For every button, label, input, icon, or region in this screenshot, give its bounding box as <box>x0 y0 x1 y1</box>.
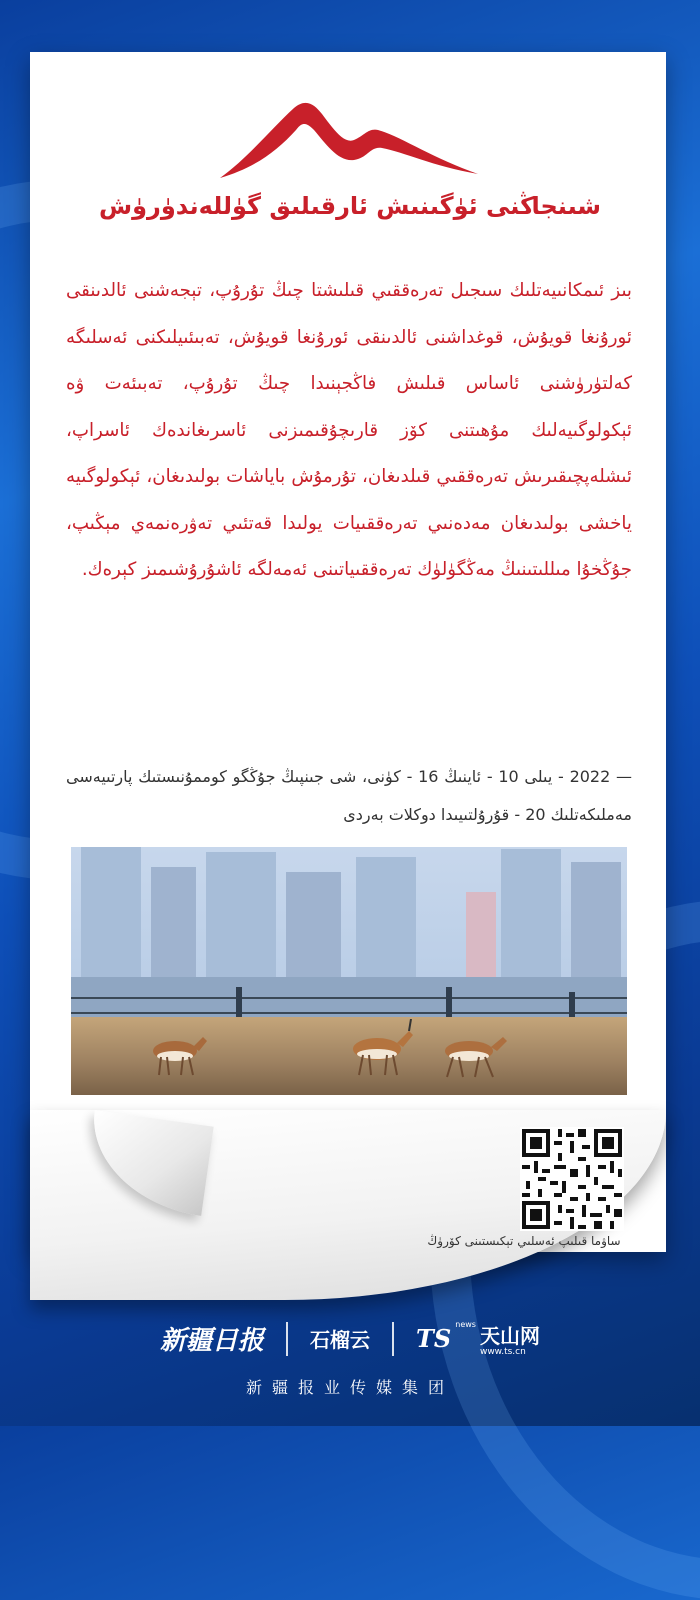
gazelle-photo <box>71 847 627 1095</box>
building <box>206 852 276 977</box>
divider <box>392 1322 394 1356</box>
building <box>286 872 341 977</box>
gazelle <box>343 1019 423 1077</box>
ts-news-label: news <box>455 1320 476 1329</box>
media-group-name: 新疆报业传媒集团 <box>245 1378 454 1397</box>
tianshan-net-name: 天山网 <box>479 1324 540 1348</box>
building <box>501 849 561 977</box>
body-paragraph: بىز ئىمكانىيەتلىك سىجىل تەرەققىي قىلىشتا چىڭ تۇرۇپ، تېجەشنى ئالدىنقى ئورۇنغا قويۇش، قوغداشنى ئالدىنقى ئورۇنغا قويۇش، تەبىئىيلىكنى ئەسلىگە كەلتۈرۈشنى ئاساس قىلىش فاڭجېنىدا چىڭ تۇرۇپ، تەبىئەت ۋە ئېكولوگىيەلىك مۇھىتنى كۆز قارىچۇقىمىزنى ئاسرىغاندەك ئاسراپ، ئىشلەپچىقىرىش تەرەققىي قىلدىغان، تۇرمۇش باياشات بولىدىغان، ئېكولوگىيە ياخشى بولىدىغان مەدەنىي تەرەققىيات يولىدا قەتئىي تەۋرەنمەي مېڭىپ، جۇڭخۇا مىللىتىنىڭ مەڭگۈلۈك تەرەققىياتىنى ئەمەلگە ئاشۇرۇشىمىز كېرەك. <box>66 280 632 580</box>
ts-name-block <box>480 1320 540 1357</box>
divider <box>286 1322 288 1356</box>
page-title: شىنجاڭنى ئۈگىنىش ئارقىلىق گۈللەندۈرۈش <box>99 192 601 220</box>
gazelle <box>435 1027 515 1079</box>
quote-attribution: — 2022 - يىلى 10 - ئاينىڭ 16 - كۈنى، شى جىنپىڭ جۇڭگو كوممۇنىستىك پارتىيەسى مەملىكەتلىك 20 - قۇرۇلتىيىدا دوكلات بەردى <box>66 767 633 824</box>
building <box>81 847 141 977</box>
tianshan-net-url: www.ts.cn <box>479 1347 526 1357</box>
tianshan-net-logo[interactable] <box>416 1320 540 1357</box>
footer-logos <box>0 1320 700 1357</box>
qr-code[interactable] <box>520 1127 624 1231</box>
fence-wire <box>71 997 627 999</box>
gazelle <box>143 1029 213 1077</box>
fence-wire <box>71 1012 627 1014</box>
qr-caption: ساۋما قىلىپ ئەسلىي تېكىستىنى كۆرۈڭ <box>427 1234 621 1248</box>
building <box>151 867 196 977</box>
mountain-icon <box>218 100 480 180</box>
xinjiang-daily-logo[interactable]: 新疆日报 <box>160 1326 265 1356</box>
ts-mark-icon: TS <box>416 1324 452 1353</box>
building <box>571 862 621 977</box>
building <box>356 857 416 977</box>
building <box>466 892 496 977</box>
shiliuyun-logo[interactable]: 石榴云 <box>310 1328 371 1352</box>
